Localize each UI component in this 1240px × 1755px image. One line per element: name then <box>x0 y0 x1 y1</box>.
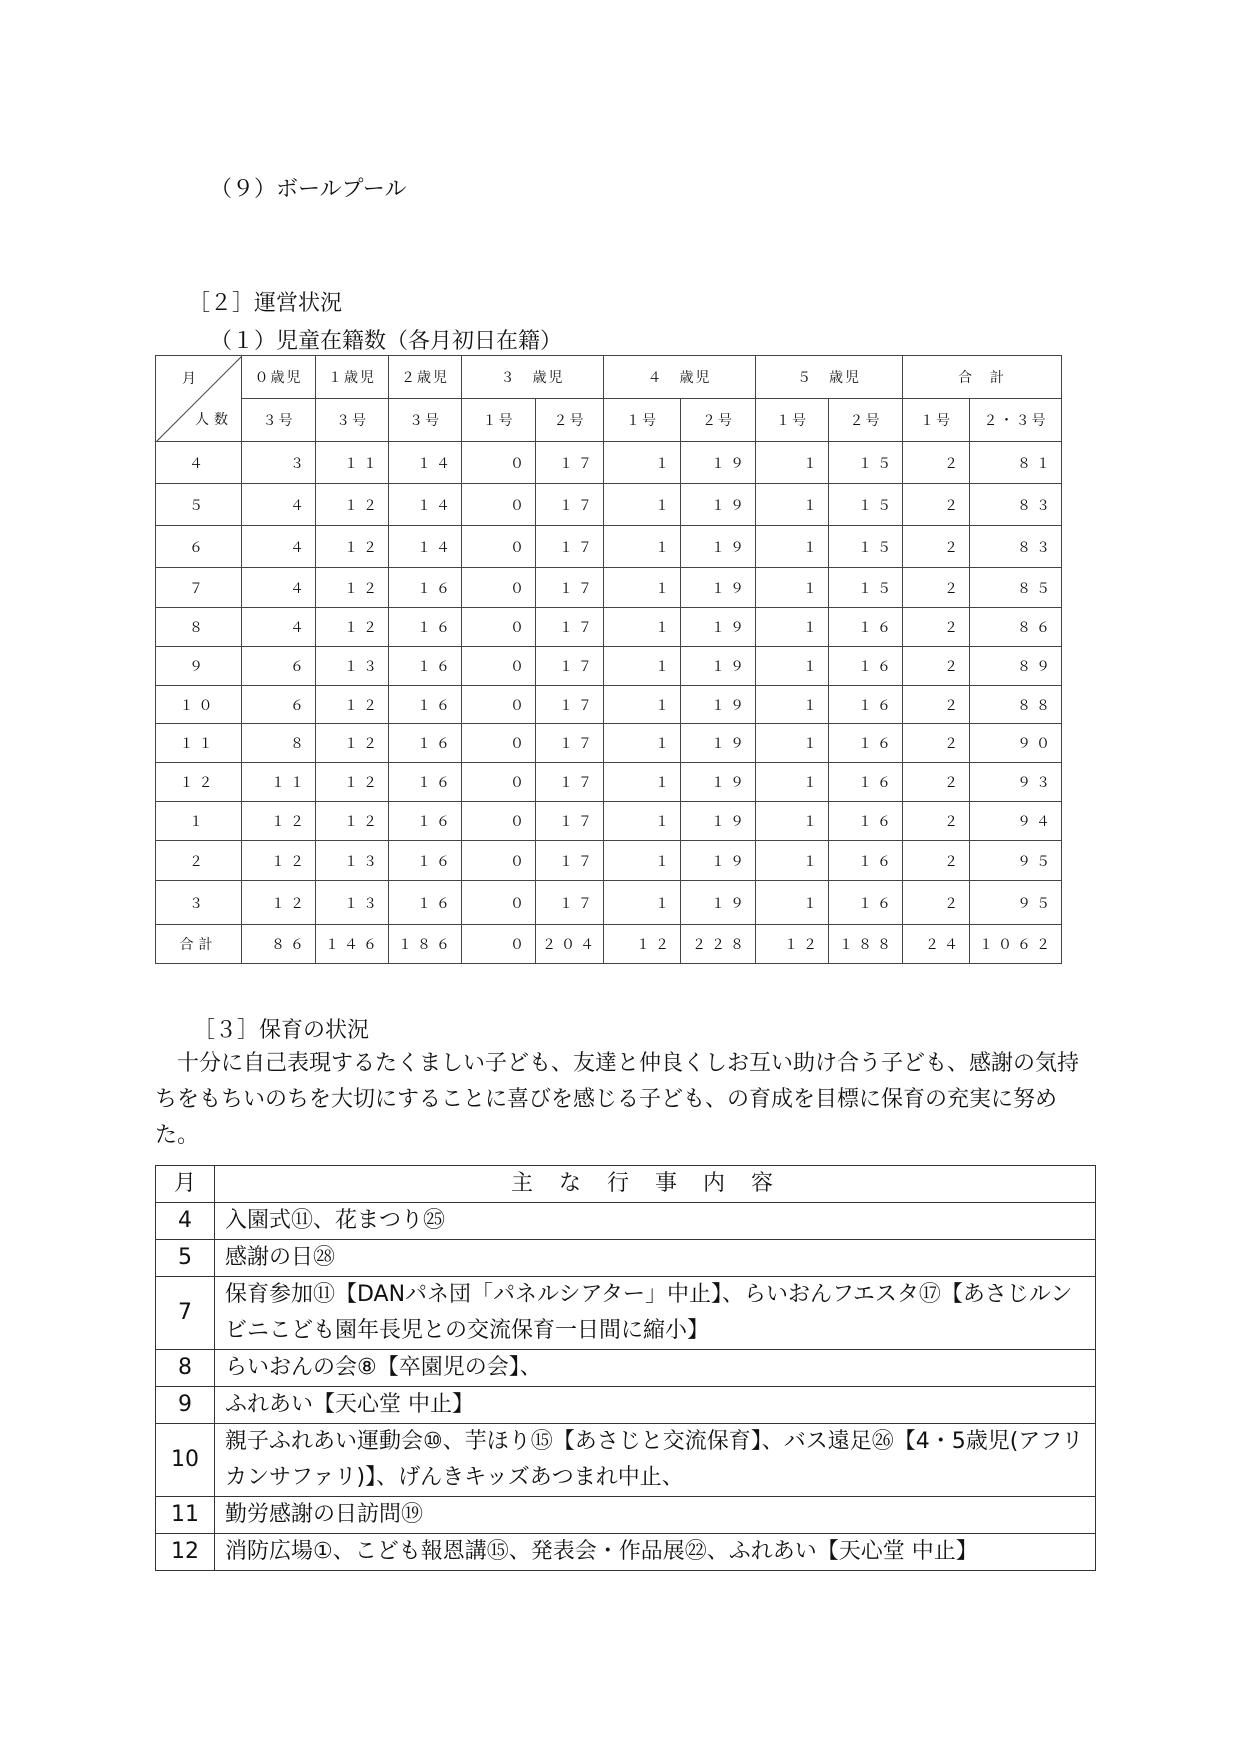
sub-header: ２・３号 <box>970 399 1062 442</box>
count-cell: １３ <box>316 647 389 686</box>
table-row <box>156 686 1062 724</box>
table-row <box>156 763 1062 802</box>
count-cell: １ <box>756 484 829 526</box>
count-cell: １８８ <box>829 925 903 964</box>
event-row <box>156 1497 1096 1534</box>
count-cell: ２ <box>903 484 970 526</box>
count-cell: １９ <box>681 568 756 608</box>
count-cell: ２ <box>903 881 970 925</box>
count-cell: １１ <box>316 442 389 484</box>
count-cell: １２ <box>242 881 316 925</box>
count-cell: ６ <box>242 686 316 724</box>
count-cell: ３ <box>242 442 316 484</box>
count-cell: １ <box>604 841 681 881</box>
count-cell: １７ <box>536 802 604 841</box>
count-cell: １６ <box>829 802 903 841</box>
count-cell: ９３ <box>970 763 1062 802</box>
count-cell: １７ <box>536 841 604 881</box>
count-cell: ８５ <box>970 568 1062 608</box>
month-cell: １２ <box>156 763 242 802</box>
event-month-cell: 5 <box>156 1240 215 1277</box>
count-cell: ２ <box>903 802 970 841</box>
count-cell: １ <box>604 526 681 568</box>
count-cell: ９５ <box>970 841 1062 881</box>
sub-header: ２号 <box>829 399 903 442</box>
count-cell: ０ <box>462 442 536 484</box>
count-cell: １９ <box>681 686 756 724</box>
count-cell: １６ <box>389 841 462 881</box>
count-cell: ４ <box>242 484 316 526</box>
count-cell: ０ <box>462 881 536 925</box>
count-cell: １５ <box>829 526 903 568</box>
group-header: ０歳児 <box>242 356 316 399</box>
table-row <box>156 881 1062 925</box>
event-content-cell: 消防広場①、こども報恩講⑮、発表会・作品展㉒、ふれあい【天心堂 中止】 <box>215 1534 1096 1571</box>
count-cell: １ <box>756 724 829 763</box>
table-row <box>156 484 1062 526</box>
count-cell: １２ <box>316 763 389 802</box>
count-cell: １６ <box>829 724 903 763</box>
count-cell: ８８ <box>970 686 1062 724</box>
count-cell: １２ <box>316 724 389 763</box>
count-cell: １１ <box>242 763 316 802</box>
count-cell: １９ <box>681 526 756 568</box>
month-cell: 合計 <box>156 925 242 964</box>
table-row <box>156 568 1062 608</box>
count-cell: １０６２ <box>970 925 1062 964</box>
count-cell: １９ <box>681 647 756 686</box>
count-cell: １５ <box>829 442 903 484</box>
count-cell: ８３ <box>970 484 1062 526</box>
event-month-cell: 9 <box>156 1387 215 1424</box>
event-content-cell: ふれあい【天心堂 中止】 <box>215 1387 1096 1424</box>
count-cell: １２ <box>604 925 681 964</box>
month-cell: ４ <box>156 442 242 484</box>
sub-header: ３号 <box>389 399 462 442</box>
count-cell: １ <box>604 442 681 484</box>
count-cell: ０ <box>462 724 536 763</box>
month-cell: ２ <box>156 841 242 881</box>
month-cell: ７ <box>156 568 242 608</box>
group-header: １歳児 <box>316 356 389 399</box>
count-cell: ９０ <box>970 724 1062 763</box>
count-cell: ２０４ <box>536 925 604 964</box>
count-cell: １５ <box>829 568 903 608</box>
event-row <box>156 1424 1096 1497</box>
event-content-cell: 入園式⑪、花まつり㉕ <box>215 1203 1096 1240</box>
events-content-header: 主な行事内容 <box>215 1166 1096 1203</box>
count-cell: ２ <box>903 568 970 608</box>
event-row <box>156 1387 1096 1424</box>
count-cell: ４ <box>242 568 316 608</box>
count-cell: １ <box>756 881 829 925</box>
count-cell: １８６ <box>389 925 462 964</box>
count-cell: ９４ <box>970 802 1062 841</box>
month-cell: ８ <box>156 608 242 647</box>
count-cell: ０ <box>462 686 536 724</box>
sub-header: ２号 <box>681 399 756 442</box>
event-month-cell: 10 <box>156 1424 215 1497</box>
count-cell: １２ <box>242 802 316 841</box>
sub-header: ２号 <box>536 399 604 442</box>
month-cell: ９ <box>156 647 242 686</box>
count-cell: ２ <box>903 686 970 724</box>
count-cell: １ <box>604 802 681 841</box>
count-cell: １２ <box>316 686 389 724</box>
count-cell: １７ <box>536 484 604 526</box>
count-cell: １４６ <box>316 925 389 964</box>
month-cell: ６ <box>156 526 242 568</box>
table-row <box>156 841 1062 881</box>
event-row <box>156 1240 1096 1277</box>
count-cell: ０ <box>462 608 536 647</box>
section-3-paragraph: 十分に自己表現するたくましい子ども、友達と仲良くしお互い助け合う子ども、感謝の気持ちをもちいのちを大切にすることに喜びを感じる子ども、の育成を目標に保育の充実に努めた。 <box>155 1051 1080 1148</box>
sub-header: １号 <box>604 399 681 442</box>
count-cell: １９ <box>681 484 756 526</box>
event-row <box>156 1277 1096 1350</box>
count-cell: １６ <box>389 881 462 925</box>
enrollment-table <box>155 355 1062 964</box>
count-cell: １ <box>756 526 829 568</box>
count-cell: １６ <box>389 802 462 841</box>
count-cell: ２ <box>903 526 970 568</box>
count-cell: １９ <box>681 724 756 763</box>
event-month-cell: 7 <box>156 1277 215 1350</box>
count-cell: ９５ <box>970 881 1062 925</box>
count-cell: ２ <box>903 724 970 763</box>
count-cell: １６ <box>829 841 903 881</box>
count-cell: １ <box>756 686 829 724</box>
count-cell: ８３ <box>970 526 1062 568</box>
count-cell: １４ <box>389 442 462 484</box>
count-cell: １ <box>756 647 829 686</box>
count-cell: １６ <box>389 763 462 802</box>
count-cell: ２２８ <box>681 925 756 964</box>
count-cell: １４ <box>389 484 462 526</box>
count-cell: １ <box>604 763 681 802</box>
table-row <box>156 442 1062 484</box>
count-cell: １２ <box>242 841 316 881</box>
event-content-cell: らいおんの会⑧【卒園児の会】、 <box>215 1350 1096 1387</box>
table-row <box>156 802 1062 841</box>
count-cell: ２４ <box>903 925 970 964</box>
event-month-cell: 4 <box>156 1203 215 1240</box>
count-cell: １６ <box>389 686 462 724</box>
count-cell: １３ <box>316 881 389 925</box>
count-cell: ８６ <box>970 608 1062 647</box>
section-9-heading: （９）ボールプール <box>210 177 407 202</box>
event-content-cell: 保育参加⑪【DANパネ団「パネルシアター」中止】、らいおんフエスタ⑰【あさじルンビニこども園年長児との交流保育一日間に縮小】 <box>215 1277 1096 1350</box>
group-header: ３ 歳児 <box>462 356 604 399</box>
sub-header: １号 <box>903 399 970 442</box>
count-cell: １６ <box>829 881 903 925</box>
table-row <box>156 724 1062 763</box>
event-month-cell: 11 <box>156 1497 215 1534</box>
count-cell: ０ <box>462 925 536 964</box>
table-row <box>156 925 1062 964</box>
count-cell: ０ <box>462 484 536 526</box>
corner-count-label: 人数 <box>195 412 233 428</box>
count-cell: １９ <box>681 802 756 841</box>
count-cell: １５ <box>829 484 903 526</box>
count-cell: １２ <box>316 526 389 568</box>
count-cell: ０ <box>462 526 536 568</box>
events-month-header: 月 <box>156 1166 215 1203</box>
table-row <box>156 526 1062 568</box>
event-content-cell: 勤労感謝の日訪問⑲ <box>215 1497 1096 1534</box>
month-cell: １ <box>156 802 242 841</box>
count-cell: １９ <box>681 442 756 484</box>
count-cell: １６ <box>389 724 462 763</box>
count-cell: ０ <box>462 568 536 608</box>
count-cell: １７ <box>536 608 604 647</box>
count-cell: １２ <box>756 925 829 964</box>
month-cell: １０ <box>156 686 242 724</box>
count-cell: １７ <box>536 686 604 724</box>
section-2-1-heading: （１）児童在籍数（各月初日在籍） <box>210 329 563 354</box>
count-cell: １６ <box>829 647 903 686</box>
month-cell: ５ <box>156 484 242 526</box>
month-cell: ３ <box>156 881 242 925</box>
sub-header: １号 <box>756 399 829 442</box>
events-table <box>155 1165 1096 1571</box>
count-cell: １ <box>756 763 829 802</box>
count-cell: ８ <box>242 724 316 763</box>
event-content-cell: 感謝の日㉘ <box>215 1240 1096 1277</box>
count-cell: ０ <box>462 763 536 802</box>
count-cell: ８９ <box>970 647 1062 686</box>
count-cell: １７ <box>536 881 604 925</box>
count-cell: ２ <box>903 841 970 881</box>
count-cell: １６ <box>829 763 903 802</box>
table-row <box>156 608 1062 647</box>
count-cell: １２ <box>316 484 389 526</box>
count-cell: １９ <box>681 841 756 881</box>
count-cell: ２ <box>903 763 970 802</box>
sub-header: １号 <box>462 399 536 442</box>
group-header: ２歳児 <box>389 356 462 399</box>
count-cell: ８６ <box>242 925 316 964</box>
count-cell: １７ <box>536 763 604 802</box>
count-cell: １３ <box>316 841 389 881</box>
count-cell: １９ <box>681 608 756 647</box>
count-cell: １６ <box>829 608 903 647</box>
count-cell: １７ <box>536 647 604 686</box>
count-cell: １ <box>604 724 681 763</box>
count-cell: ６ <box>242 647 316 686</box>
count-cell: １４ <box>389 526 462 568</box>
count-cell: １９ <box>681 881 756 925</box>
count-cell: １ <box>756 802 829 841</box>
corner-month-label: 月 <box>182 371 201 387</box>
count-cell: １７ <box>536 568 604 608</box>
count-cell: ２ <box>903 442 970 484</box>
count-cell: １ <box>604 568 681 608</box>
count-cell: １６ <box>829 686 903 724</box>
section-2-heading: ［２］運営状況 <box>188 291 343 316</box>
event-month-cell: 12 <box>156 1534 215 1571</box>
event-row <box>156 1534 1096 1571</box>
count-cell: １７ <box>536 442 604 484</box>
corner-header-cell <box>156 356 242 442</box>
count-cell: １２ <box>316 802 389 841</box>
group-header: ５ 歳児 <box>756 356 903 399</box>
count-cell: １７ <box>536 526 604 568</box>
event-row <box>156 1203 1096 1240</box>
count-cell: ４ <box>242 526 316 568</box>
count-cell: ２ <box>903 608 970 647</box>
count-cell: ０ <box>462 647 536 686</box>
count-cell: １ <box>604 608 681 647</box>
count-cell: １ <box>756 608 829 647</box>
count-cell: ８１ <box>970 442 1062 484</box>
count-cell: １６ <box>389 568 462 608</box>
sub-header: ３号 <box>316 399 389 442</box>
count-cell: １６ <box>389 647 462 686</box>
count-cell: ４ <box>242 608 316 647</box>
month-cell: １１ <box>156 724 242 763</box>
count-cell: １９ <box>681 763 756 802</box>
count-cell: ２ <box>903 647 970 686</box>
group-header: 合 計 <box>903 356 1062 399</box>
section-3-heading: ［３］保育の状況 <box>193 1018 370 1043</box>
count-cell: １６ <box>389 608 462 647</box>
table-row <box>156 647 1062 686</box>
count-cell: １ <box>756 442 829 484</box>
event-month-cell: 8 <box>156 1350 215 1387</box>
count-cell: １ <box>604 686 681 724</box>
count-cell: １ <box>604 484 681 526</box>
sub-header: ３号 <box>242 399 316 442</box>
count-cell: １ <box>604 647 681 686</box>
count-cell: １ <box>756 841 829 881</box>
count-cell: ０ <box>462 802 536 841</box>
event-row <box>156 1350 1096 1387</box>
count-cell: １ <box>756 568 829 608</box>
group-header: ４ 歳児 <box>604 356 756 399</box>
count-cell: ０ <box>462 841 536 881</box>
count-cell: １７ <box>536 724 604 763</box>
event-content-cell: 親子ふれあい運動会⑩、芋ほり⑮【あさじと交流保育】、バス遠足㉖【4・5歳児(アフリカンサファリ)】、げんきキッズあつまれ中止、 <box>215 1424 1096 1497</box>
count-cell: １２ <box>316 608 389 647</box>
count-cell: １ <box>604 881 681 925</box>
count-cell: １２ <box>316 568 389 608</box>
